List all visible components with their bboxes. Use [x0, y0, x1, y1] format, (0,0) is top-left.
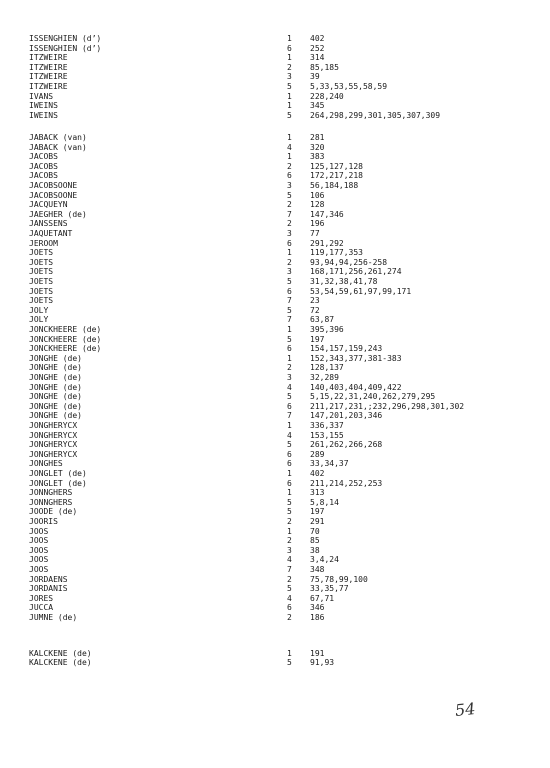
entry-name: JONCKHEERE (de): [29, 334, 102, 344]
entry-pages: 191: [310, 648, 325, 658]
index-entry: [0, 392, 550, 402]
entry-pages: 281: [310, 132, 325, 142]
entry-pages: 38: [310, 545, 320, 555]
entry-pages: 5,15,22,31,240,262,279,295: [310, 392, 436, 402]
entry-volume: 2: [287, 62, 292, 72]
entry-volume: 5: [287, 507, 292, 517]
entry-volume: 4: [287, 430, 292, 440]
index-entry: [0, 248, 550, 258]
entry-pages: 402: [310, 34, 325, 43]
entry-pages: 154,157,159,243: [310, 344, 383, 354]
index-entry: [0, 536, 550, 546]
entry-volume: 2: [287, 363, 292, 373]
index-entry: [0, 335, 550, 345]
index-entry: [0, 555, 550, 565]
entry-name: JOORIS: [29, 516, 58, 526]
entry-pages: 197: [310, 507, 325, 517]
entry-name: ITZWEIRE: [29, 72, 68, 82]
entry-name: JUMNE (de): [29, 612, 78, 622]
entry-name: JONGHERYCX: [29, 430, 78, 440]
index-entry: [0, 402, 550, 412]
entry-pages: 395,396: [310, 324, 344, 334]
entry-volume: 1: [287, 248, 292, 258]
entry-volume: 6: [287, 43, 292, 53]
entry-pages: 383: [310, 152, 325, 162]
entry-pages: 85,185: [310, 62, 339, 72]
entry-name: JOETS: [29, 296, 54, 306]
entry-pages: 320: [310, 142, 325, 152]
entry-volume: 4: [287, 555, 292, 565]
index-entry: [0, 498, 550, 508]
entry-volume: 5: [287, 276, 292, 286]
entry-name: JONGHERYCX: [29, 420, 78, 430]
index-entry: [0, 229, 550, 239]
entry-pages: 70: [310, 526, 320, 536]
entry-pages: 147,201,203,346: [310, 411, 383, 421]
index-entry: [0, 63, 550, 73]
index-entry: [0, 527, 550, 537]
entry-name: JOOS: [29, 545, 49, 555]
entry-pages: 128,137: [310, 363, 344, 373]
entry-name: IWEINS: [29, 110, 58, 120]
index-entry: [0, 459, 550, 469]
entry-name: JOLY: [29, 305, 49, 315]
entry-volume: 6: [287, 238, 292, 248]
index-entry: [0, 411, 550, 421]
index-entry: [0, 431, 550, 441]
entry-name: ITZWEIRE: [29, 53, 68, 63]
entry-volume: 2: [287, 161, 292, 171]
entry-volume: 5: [287, 658, 292, 668]
index-entry: [0, 287, 550, 297]
index-entry: [0, 658, 550, 668]
entry-volume: 7: [287, 209, 292, 219]
entry-volume: 6: [287, 344, 292, 354]
entry-volume: 4: [287, 142, 292, 152]
entry-name: JONGHERYCX: [29, 440, 78, 450]
entry-pages: 93,94,94,256-258: [310, 257, 388, 267]
entry-volume: 5: [287, 392, 292, 402]
index-entry: [0, 239, 550, 249]
entry-name: JOETS: [29, 267, 54, 277]
entry-volume: 2: [287, 200, 292, 210]
entry-name: JONGHE (de): [29, 401, 82, 411]
entry-pages: 291: [310, 516, 325, 526]
entry-name: JAQUETANT: [29, 228, 73, 238]
entry-volume: 3: [287, 180, 292, 190]
entry-volume: 2: [287, 516, 292, 526]
entry-name: JOETS: [29, 248, 54, 258]
entry-pages: 53,54,59,61,97,99,171: [310, 286, 412, 296]
entry-name: JACOBSOONE: [29, 190, 78, 200]
index-entry: [0, 296, 550, 306]
entry-volume: 5: [287, 82, 292, 91]
entry-volume: 3: [287, 372, 292, 382]
index-entry: [0, 575, 550, 585]
entry-volume: 7: [287, 315, 292, 325]
index-entry: [0, 565, 550, 575]
entry-pages: 63,87: [310, 315, 335, 325]
entry-pages: 32,289: [310, 372, 339, 382]
entry-name: IVANS: [29, 91, 54, 101]
entry-pages: 153,155: [310, 430, 344, 440]
index-entry: [0, 72, 550, 82]
entry-pages: 23: [310, 296, 320, 306]
entry-name: JONGHE (de): [29, 382, 82, 392]
index-entry: [0, 440, 550, 450]
entry-name: ISSENGHIEN (d’): [29, 43, 102, 53]
entry-volume: 6: [287, 449, 292, 459]
index-entry: [0, 507, 550, 517]
index-entry: [0, 488, 550, 498]
entry-volume: 5: [287, 110, 292, 120]
index-entry: [0, 546, 550, 556]
entry-volume: 1: [287, 132, 292, 142]
entry-name: JONNGHERS: [29, 488, 73, 498]
entry-name: JEROOM: [29, 238, 58, 248]
entry-name: JABACK (van): [29, 142, 87, 152]
entry-volume: 1: [287, 353, 292, 363]
entry-name: JOETS: [29, 257, 54, 267]
entry-name: JONGHE (de): [29, 363, 82, 373]
entry-name: JOOS: [29, 526, 49, 536]
entry-pages: 211,217,231,;232,296,298,301,302: [310, 401, 465, 411]
index-entry: [0, 344, 550, 354]
entry-name: JONGLET (de): [29, 478, 87, 488]
entry-pages: 196: [310, 219, 325, 229]
entry-pages: 152,343,377,381-383: [310, 353, 402, 363]
entry-name: JORDAENS: [29, 574, 68, 584]
entry-volume: 3: [287, 267, 292, 277]
entry-volume: 2: [287, 219, 292, 229]
index-entry: [0, 594, 550, 604]
entry-volume: 6: [287, 401, 292, 411]
entry-volume: 6: [287, 286, 292, 296]
index-entry: [0, 210, 550, 220]
entry-name: ISSENGHIEN (d’): [29, 34, 102, 43]
entry-pages: 140,403,404,409,422: [310, 382, 402, 392]
entry-name: KALCKENE (de): [29, 658, 92, 668]
entry-pages: 289: [310, 449, 325, 459]
entry-pages: 128: [310, 200, 325, 210]
entry-volume: 6: [287, 171, 292, 181]
index-entry: [0, 171, 550, 181]
entry-pages: 228,240: [310, 91, 344, 101]
entry-name: JACOBSOONE: [29, 180, 78, 190]
entry-name: JACOBS: [29, 171, 58, 181]
entry-volume: 4: [287, 593, 292, 603]
entry-pages: 33,34,37: [310, 459, 349, 469]
index-entry: [0, 92, 550, 102]
entry-name: JONCKHEERE (de): [29, 344, 102, 354]
entry-pages: 172,217,218: [310, 171, 363, 181]
entry-volume: 1: [287, 152, 292, 162]
index-entry: [0, 315, 550, 325]
entry-volume: 6: [287, 459, 292, 469]
entry-name: JABACK (van): [29, 132, 87, 142]
index-entry: [0, 469, 550, 479]
entry-pages: 31,32,38,41,78: [310, 276, 378, 286]
index-entry: [0, 101, 550, 111]
entry-name: JONGHERYCX: [29, 449, 78, 459]
entry-volume: 2: [287, 574, 292, 584]
index-entry: [0, 306, 550, 316]
index-entry: [0, 267, 550, 277]
index-entry: [0, 181, 550, 191]
handwritten-page-number: 54: [454, 698, 477, 721]
entry-name: JANSSENS: [29, 219, 68, 229]
entry-pages: 336,337: [310, 420, 344, 430]
index-entry: [0, 383, 550, 393]
index-entry: [0, 34, 550, 44]
entry-pages: 5,8,14: [310, 497, 339, 507]
index-entry: [0, 325, 550, 335]
index-entry: [0, 421, 550, 431]
index-entry: [0, 603, 550, 613]
index-entry: [0, 152, 550, 162]
index-entry: [0, 584, 550, 594]
entry-volume: 1: [287, 324, 292, 334]
index-entry: [0, 450, 550, 460]
entry-volume: 2: [287, 612, 292, 622]
entry-pages: 39: [310, 72, 320, 82]
entry-volume: 1: [287, 34, 292, 43]
index-entry: [0, 162, 550, 172]
entry-name: JACOBS: [29, 161, 58, 171]
entry-name: JONGHE (de): [29, 372, 82, 382]
entry-volume: 6: [287, 603, 292, 613]
entry-pages: 56,184,188: [310, 180, 359, 190]
entry-volume: 1: [287, 526, 292, 536]
entry-pages: 291,292: [310, 238, 344, 248]
index-entry: [0, 258, 550, 268]
index-entry: [0, 373, 550, 383]
entry-volume: 1: [287, 488, 292, 498]
entry-name: JAEGHER (de): [29, 209, 87, 219]
index-entry: [0, 277, 550, 287]
entry-pages: 85: [310, 536, 320, 546]
entry-name: JONCKHEERE (de): [29, 324, 102, 334]
entry-name: KALCKENE (de): [29, 648, 92, 658]
index-entry: [0, 219, 550, 229]
entry-volume: 6: [287, 478, 292, 488]
entry-name: JACQUEYN: [29, 200, 68, 210]
entry-name: JOETS: [29, 286, 54, 296]
entry-name: JONGHE (de): [29, 392, 82, 402]
entry-name: IWEINS: [29, 101, 58, 111]
entry-pages: 346: [310, 603, 325, 613]
index-entry: [0, 111, 550, 121]
entry-pages: 125,127,128: [310, 161, 363, 171]
entry-name: ITZWEIRE: [29, 82, 68, 91]
entry-volume: 3: [287, 228, 292, 238]
entry-pages: 3,4,24: [310, 555, 339, 565]
entry-pages: 211,214,252,253: [310, 478, 383, 488]
entry-name: JOLY: [29, 315, 49, 325]
index-entry: [0, 517, 550, 527]
index-entry: [0, 53, 550, 63]
entry-volume: 5: [287, 305, 292, 315]
entry-pages: 261,262,266,268: [310, 440, 383, 450]
entry-name: JUCCA: [29, 603, 54, 613]
entry-volume: 1: [287, 468, 292, 478]
entry-pages: 33,35,77: [310, 584, 349, 594]
entry-name: JOETS: [29, 276, 54, 286]
entry-pages: 252: [310, 43, 325, 53]
entry-name: JONGHE (de): [29, 411, 82, 421]
entry-pages: 264,298,299,301,305,307,309: [310, 110, 441, 120]
entry-name: JORDANIS: [29, 584, 68, 594]
entry-pages: 197: [310, 334, 325, 344]
entry-name: JORES: [29, 593, 54, 603]
entry-volume: 5: [287, 440, 292, 450]
entry-name: ITZWEIRE: [29, 62, 68, 72]
entry-volume: 7: [287, 296, 292, 306]
entry-pages: 91,93: [310, 658, 335, 668]
index-entry: [0, 200, 550, 210]
entry-name: JOODE (de): [29, 507, 78, 517]
entry-volume: 7: [287, 411, 292, 421]
entry-name: JONGHE (de): [29, 353, 82, 363]
entry-volume: 7: [287, 564, 292, 574]
entry-name: JONGLET (de): [29, 468, 87, 478]
index-entry: [0, 133, 550, 143]
index-entry: [0, 613, 550, 623]
index-entry: [0, 143, 550, 153]
index-entry: [0, 354, 550, 364]
entry-pages: 186: [310, 612, 325, 622]
entry-name: JONNGHERS: [29, 497, 73, 507]
index-entry: [0, 82, 550, 92]
entry-name: JOOS: [29, 564, 49, 574]
entry-volume: 5: [287, 334, 292, 344]
entry-volume: 1: [287, 53, 292, 63]
index-entry: [0, 649, 550, 659]
entry-volume: 2: [287, 257, 292, 267]
entry-name: JACOBS: [29, 152, 58, 162]
entry-pages: 168,171,256,261,274: [310, 267, 402, 277]
entry-volume: 5: [287, 190, 292, 200]
entry-pages: 72: [310, 305, 320, 315]
entry-pages: 106: [310, 190, 325, 200]
entry-pages: 348: [310, 564, 325, 574]
entry-pages: 67,71: [310, 593, 335, 603]
entry-volume: 5: [287, 584, 292, 594]
entry-volume: 5: [287, 497, 292, 507]
entry-volume: 1: [287, 91, 292, 101]
index-entry: [0, 44, 550, 54]
index-entry: [0, 191, 550, 201]
index-entry: [0, 479, 550, 489]
entry-pages: 345: [310, 101, 325, 111]
entry-volume: 3: [287, 72, 292, 82]
entry-pages: 314: [310, 53, 325, 63]
entry-volume: 3: [287, 545, 292, 555]
entry-name: JOOS: [29, 555, 49, 565]
entry-volume: 1: [287, 648, 292, 658]
entry-volume: 2: [287, 536, 292, 546]
entry-pages: 75,78,99,100: [310, 574, 368, 584]
entry-name: JOOS: [29, 536, 49, 546]
entry-volume: 1: [287, 420, 292, 430]
index-entry: [0, 363, 550, 373]
entry-pages: 119,177,353: [310, 248, 363, 258]
entry-pages: 402: [310, 468, 325, 478]
entry-pages: 77: [310, 228, 320, 238]
entry-name: JONGHES: [29, 459, 63, 469]
entry-pages: 147,346: [310, 209, 344, 219]
entry-volume: 1: [287, 101, 292, 111]
entry-volume: 4: [287, 382, 292, 392]
entry-pages: 313: [310, 488, 325, 498]
entry-pages: 5,33,53,55,58,59: [310, 82, 388, 91]
